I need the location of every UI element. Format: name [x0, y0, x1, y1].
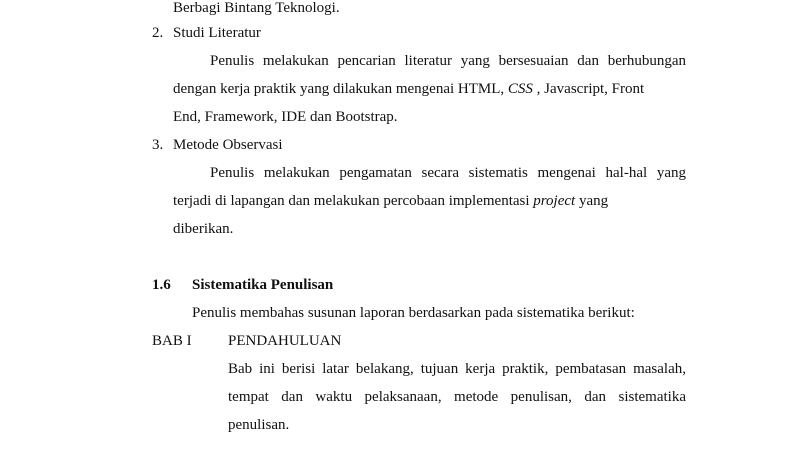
paragraph-line: penulisan. — [228, 417, 290, 433]
paragraph-text: Penulis melakukan pengamatan secara sistematis mengenai hal-hal yang — [210, 165, 686, 181]
fragment-line: Berbagi Bintang Teknologi. — [173, 0, 340, 16]
paragraph-text: terjadi di lapangan dan melakukan percobaan implementasi — [173, 193, 534, 209]
paragraph-text: Penulis melakukan pencarian literatur yang bersesuaian dan berhubungan — [210, 53, 686, 69]
chapter-label: BAB I — [152, 333, 192, 349]
section-number: 1.6 — [152, 277, 171, 293]
paragraph-line — [228, 360, 686, 378]
paragraph-text: , Javascript, Front — [532, 81, 645, 97]
paragraph-line: End, Framework, IDE dan Bootstrap. — [173, 109, 398, 125]
paragraph-text: dengan kerja praktik yang dilakukan mengenai HTML, — [173, 81, 508, 97]
paragraph-line — [210, 164, 686, 182]
chapter-title: PENDAHULUAN — [228, 333, 342, 349]
list-title-studi-literatur: Studi Literatur — [173, 25, 261, 41]
paragraph-line — [210, 52, 686, 70]
paragraph-text: yang — [575, 193, 609, 209]
paragraph-text: Bab ini berisi latar belakang, tujuan kerja praktik, pembatasan masalah, — [228, 361, 686, 377]
paragraph-line — [228, 388, 686, 406]
section-intro: Penulis membahas susunan laporan berdasarkan pada sistematika berikut: — [192, 305, 635, 321]
italic-term-project: project — [533, 193, 576, 209]
list-title-metode-observasi: Metode Observasi — [173, 137, 283, 153]
paragraph-line: diberikan. — [173, 221, 234, 237]
list-number-3: 3. — [152, 137, 164, 153]
paragraph-line — [173, 80, 644, 98]
paragraph-line — [173, 192, 686, 210]
list-number-2: 2. — [152, 25, 164, 41]
paragraph-text: tempat dan waktu pelaksanaan, metode penulisan, dan sistematika — [228, 389, 686, 405]
section-title: Sistematika Penulisan — [192, 277, 334, 293]
italic-term-css: CSS — [507, 81, 533, 97]
